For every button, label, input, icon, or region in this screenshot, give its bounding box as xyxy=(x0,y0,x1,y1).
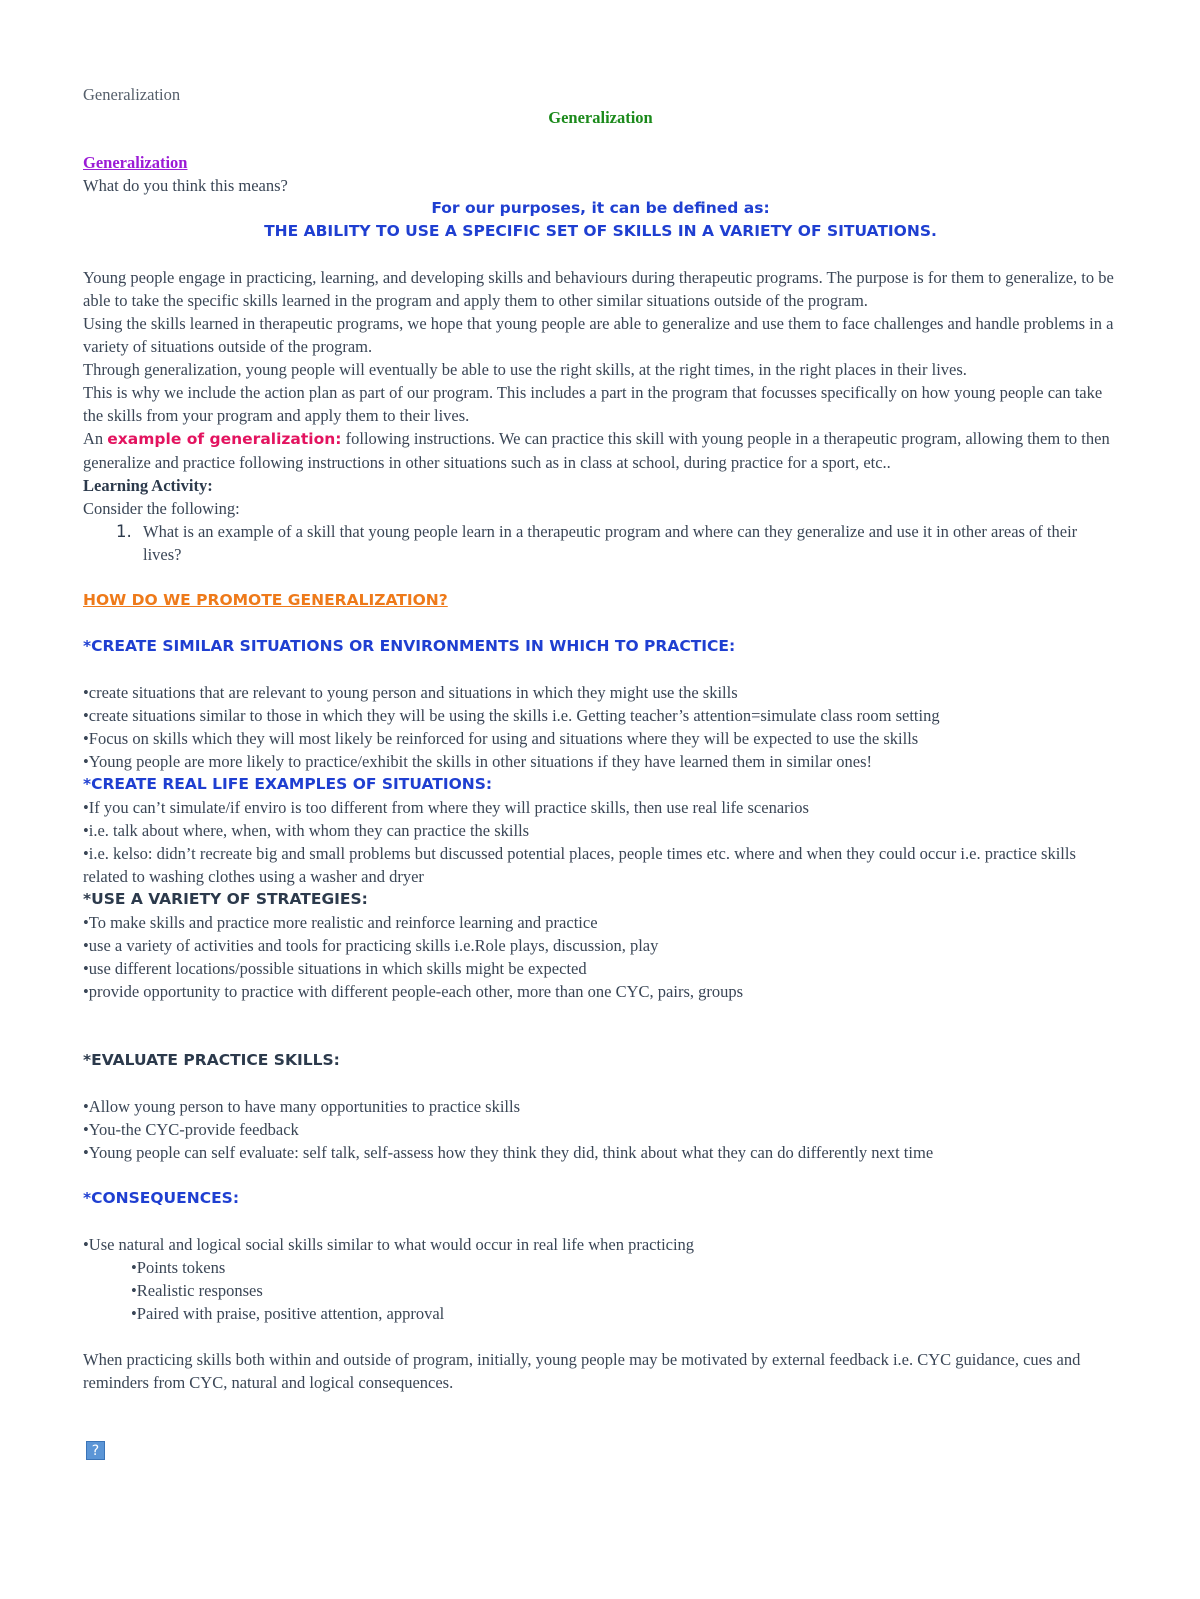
example-text: following instructions. We can practice this skill with young people in a therapeutic program, allowing them to then generalize and practice following instructions in other situations such as in class at school, during practice for a sport, etc.. xyxy=(83,429,1110,472)
evaluate-item: •You-the CYC-provide feedback xyxy=(83,1120,299,1139)
real-life-heading: *CREATE REAL LIFE EXAMPLES OF SITUATIONS: xyxy=(83,775,493,793)
intro-question: What do you think this means? xyxy=(83,176,288,195)
example-paragraph xyxy=(83,427,1118,474)
evaluate-item: •Allow young person to have many opportunities to practice skills xyxy=(83,1097,520,1116)
body-paragraph: Using the skills learned in therapeutic programs, we hope that young people are able to generalize and use them to face challenges and handle problems in a variety of situations outside of the program. xyxy=(83,314,1114,356)
definition-lead: For our purposes, it can be defined as: xyxy=(431,199,770,217)
real-life-item: •i.e. kelso: didn’t recreate big and small problems but discussed potential places, people times etc. where and when they could occur i.e. practice skills related to washing clothes using a washer and dryer xyxy=(83,844,1076,886)
document-page xyxy=(83,83,1118,1394)
example-prefix: An xyxy=(83,429,108,448)
similar-item: •create situations that are relevant to young person and situations in which they might use the skills xyxy=(83,683,738,702)
evaluate-item: •Young people can self evaluate: self talk, self-assess how they think they did, think about what they can do differently next time xyxy=(83,1143,934,1162)
similar-item: •Young people are more likely to practice/exhibit the skills in other situations if they have learned them in similar ones! xyxy=(83,752,873,771)
closing-paragraph: When practicing skills both within and outside of program, initially, young people may be motivated by external feedback i.e. CYC guidance, cues and reminders from CYC, natural and logical consequences. xyxy=(83,1350,1081,1392)
consequences-sub-item: •Realistic responses xyxy=(131,1281,263,1300)
running-header: Generalization xyxy=(83,85,181,104)
variety-item: •use a variety of activities and tools for practicing skills i.e.Role plays, discussion, play xyxy=(83,936,659,955)
body-paragraph: Through generalization, young people will eventually be able to use the right skills, at the right times, in the right places in their lives. xyxy=(83,360,967,379)
variety-item: •provide opportunity to practice with different people-each other, more than one CYC, pairs, groups xyxy=(83,982,744,1001)
variety-item: •use different locations/possible situations in which skills might be expected xyxy=(83,959,587,978)
page-title: Generalization xyxy=(548,108,653,127)
learning-activity-prompt: Consider the following: xyxy=(83,499,240,518)
definition-text: THE ABILITY TO USE A SPECIFIC SET OF SKILLS IN A VARIETY OF SITUATIONS. xyxy=(264,222,937,240)
real-life-item: •If you can’t simulate/if enviro is too different from where they will practice skills, then use real life scenarios xyxy=(83,798,809,817)
consequences-sub-item: •Paired with praise, positive attention, approval xyxy=(131,1304,445,1323)
consequences-heading: *CONSEQUENCES: xyxy=(83,1189,240,1207)
consequences-lead: •Use natural and logical social skills similar to what would occur in real life when practicing xyxy=(83,1235,695,1254)
evaluate-heading: *EVALUATE PRACTICE SKILLS: xyxy=(83,1051,340,1069)
variety-heading: *USE A VARIETY OF STRATEGIES: xyxy=(83,890,368,908)
similar-item: •Focus on skills which they will most likely be reinforced for using and situations where they will be expected to use the skills xyxy=(83,729,919,748)
real-life-item: •i.e. talk about where, when, with whom they can practice the skills xyxy=(83,821,530,840)
example-label: example of generalization: xyxy=(107,430,342,448)
intro-heading: Generalization xyxy=(83,153,188,172)
variety-item: •To make skills and practice more realistic and reinforce learning and practice xyxy=(83,913,598,932)
consequences-sub-item: •Points tokens xyxy=(131,1258,226,1277)
similar-heading: *CREATE SIMILAR SITUATIONS OR ENVIRONMENTS IN WHICH TO PRACTICE: xyxy=(83,637,736,655)
question-item: 1. What is an example of a skill that young people learn in a therapeutic program and where can they generalize and use it in other areas of their lives? xyxy=(137,520,1118,566)
promote-heading: HOW DO WE PROMOTE GENERALIZATION? xyxy=(83,591,448,609)
similar-item: •create situations similar to those in which they will be using the skills i.e. Getting teacher’s attention=simulate class room setting xyxy=(83,706,940,725)
body-paragraph: This is why we include the action plan as part of our program. This includes a part in the program that focusses specifically on how young people can take the skills from your program and apply them to their lives. xyxy=(83,383,1103,425)
body-paragraph: Young people engage in practicing, learning, and developing skills and behaviours during therapeutic programs. The purpose is for them to generalize, to be able to take the specific skills learned in the program and apply them to other similar situations outside of the program. xyxy=(83,268,1114,310)
help-icon[interactable]: ? xyxy=(86,1441,105,1460)
learning-activity-heading: Learning Activity: xyxy=(83,476,213,495)
question-list xyxy=(83,520,1118,566)
